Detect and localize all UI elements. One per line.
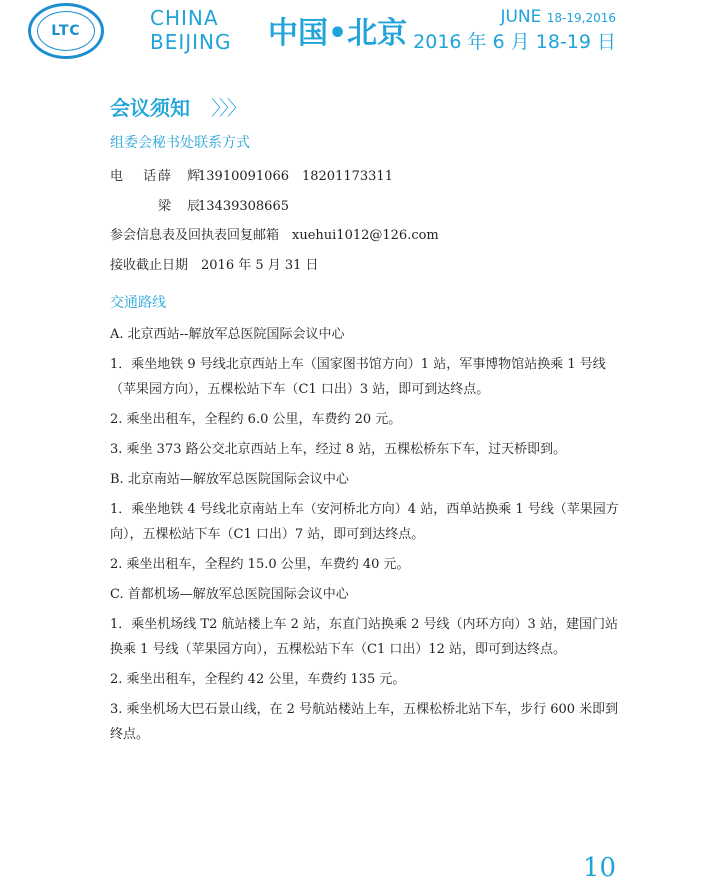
route-b xyxy=(110,467,620,577)
route-item: 1．乘坐机场线 T2 航站楼上车 2 站，东直门站换乘 2 号线（内环方向）3 站，建国门站换乘 1 号线（苹果园方向），五棵松站下车（C1 口出）12 站，即可到达终点。 xyxy=(110,617,618,657)
route-item: 2. 乘坐出租车，全程约 42 公里，车费约 135 元。 xyxy=(110,672,406,687)
city-en-line1: CHINA xyxy=(150,6,219,30)
contact-row-2 xyxy=(110,192,620,222)
route-item: 1．乘坐地铁 4 号线北京南站上车（安河桥北方向）4 站，西单站换乘 1 号线（苹果园方向），五棵松站下车（C1 口出）7 站，即可到达终点。 xyxy=(110,502,619,542)
city-chinese: 中国•北京 xyxy=(268,16,408,51)
section-title xyxy=(110,92,245,121)
date-block xyxy=(413,6,616,55)
route-item: 3. 乘坐机场大巴石景山线，在 2 号航站楼站上车，五棵松桥北站下车，步行 600 米即到终点。 xyxy=(110,702,619,742)
contact-name: 薛 辉 xyxy=(158,169,207,184)
date-chinese: 2016 年 6 月 18-19 日 xyxy=(413,31,616,53)
page-content xyxy=(110,132,620,747)
phone-label: 电 话 xyxy=(110,169,165,184)
date-en-month: JUNE xyxy=(500,7,542,27)
route-item: 2. 乘坐出租车，全程约 15.0 公里，车费约 40 元。 xyxy=(110,557,410,572)
route-title: A. 北京西站--解放军总医院国际会议中心 xyxy=(110,327,345,342)
page-header xyxy=(0,0,724,66)
page-number: 10 xyxy=(582,853,616,883)
deadline-line: 接收截止日期 2016 年 5 月 31 日 xyxy=(110,258,319,273)
route-title: B. 北京南站—解放军总医院国际会议中心 xyxy=(110,472,349,487)
logo-text: LTC xyxy=(51,23,81,39)
conference-logo xyxy=(28,3,104,59)
route-item: 3. 乘坐 373 路公交北京西站上车，经过 8 站，五棵松桥东下车，过天桥即到。 xyxy=(110,442,567,457)
route-item: 2. 乘坐出租车，全程约 6.0 公里，车费约 20 元。 xyxy=(110,412,402,427)
route-a xyxy=(110,322,620,462)
phone-label-spacer xyxy=(110,192,158,222)
route-c xyxy=(110,582,620,747)
date-english xyxy=(413,6,616,29)
transport-heading: 交通路线 xyxy=(110,295,166,311)
logo-ring xyxy=(37,11,95,51)
route-item: 1．乘坐地铁 9 号线北京西站上车（国家图书馆方向）1 站，军事博物馆站换乘 1 号线（苹果园方向），五棵松站下车（C1 口出）3 站，即可到达终点。 xyxy=(110,357,606,397)
route-title: C. 首都机场—解放军总医院国际会议中心 xyxy=(110,587,349,602)
contact-numbers: 13439308665 xyxy=(198,199,289,214)
contact-row-1 xyxy=(110,162,620,192)
city-en-line2: BEIJING xyxy=(150,30,232,54)
city-english xyxy=(150,6,232,54)
section-title-text: 会议须知 xyxy=(110,96,190,120)
contact-numbers: 13910091066 18201173311 xyxy=(198,169,393,184)
date-en-days: 18-19,2016 xyxy=(546,11,616,25)
secretariat-heading: 组委会秘书处联系方式 xyxy=(110,135,250,151)
chevron-right-icon: 〉〉〉 xyxy=(210,96,245,120)
email-line: 参会信息表及回执表回复邮箱 xuehui1012@126.com xyxy=(110,228,439,243)
contact-name: 梁 辰 xyxy=(158,199,207,214)
